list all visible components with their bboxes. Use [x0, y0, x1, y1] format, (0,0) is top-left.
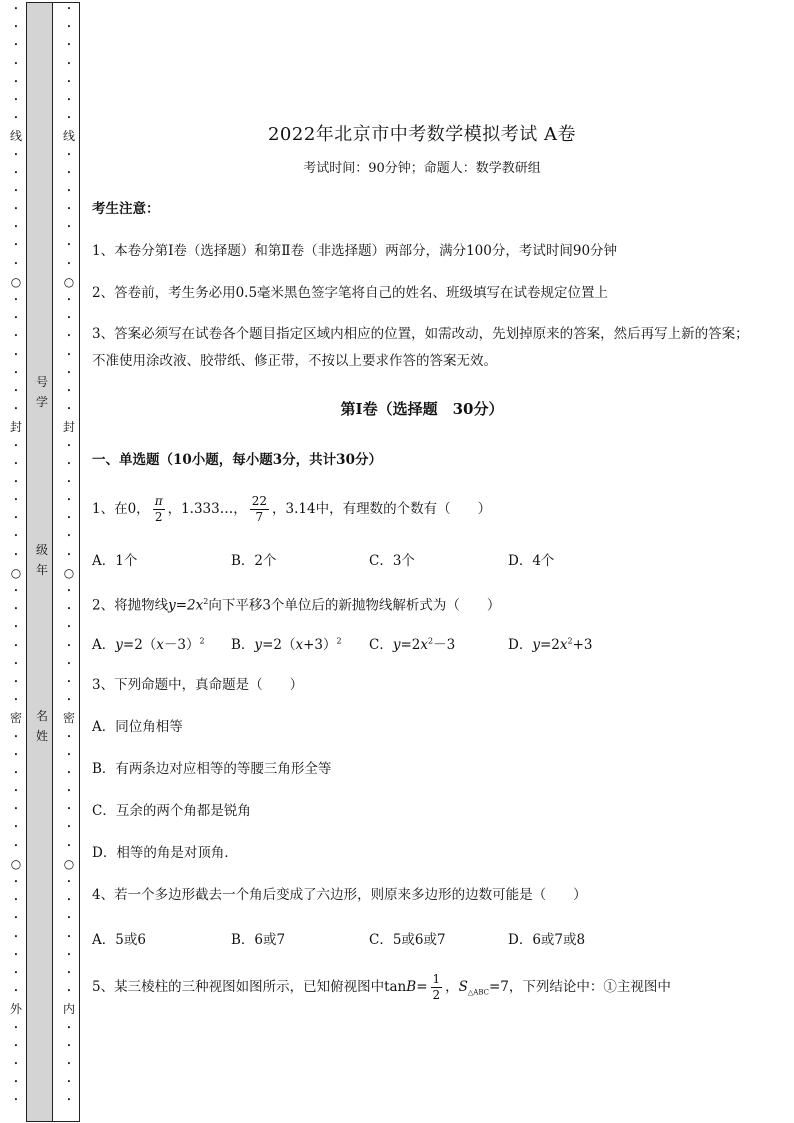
binding-dot: • [66, 1041, 72, 1050]
binding-dot: • [13, 805, 19, 814]
binding-dot: • [66, 332, 72, 341]
binding-dot: • [66, 750, 72, 759]
binding-dot: • [13, 732, 19, 741]
q4-option-d[interactable]: D．6或7或8 [508, 932, 586, 948]
q2-b-end: +3） [303, 637, 337, 653]
binding-label: ○ [63, 565, 75, 580]
field-label-student-id [31, 372, 53, 412]
binding-dot: • [66, 1078, 72, 1087]
binding-dot: • [13, 623, 19, 632]
binding-dot: • [66, 968, 72, 977]
binding-dot: • [66, 405, 72, 414]
question-2 [92, 588, 752, 620]
q4-options [92, 928, 752, 950]
exam-title: 2022年北京市中考数学模拟考试 A卷 [267, 124, 577, 145]
binding-dot: • [13, 605, 19, 614]
binding-dot: • [66, 587, 72, 595]
q1-pi-den: 2 [154, 510, 163, 524]
section-title: 第I卷（选择题 30分） [340, 400, 504, 418]
binding-dot: • [13, 150, 19, 159]
binding-dot: • [66, 5, 72, 13]
q5-s-sub: △ABC [467, 988, 489, 997]
q2-a-mid: =2（ [122, 637, 157, 653]
q5-suffix: ，下列结论中：①主视图中 [508, 979, 671, 995]
q1-option-d[interactable]: D．4个 [508, 553, 555, 569]
binding-dot: • [13, 914, 19, 923]
q2-b-y: y [254, 637, 263, 653]
q1-prefix: 1、在0， [92, 501, 150, 517]
binding-dot: • [66, 896, 72, 905]
binding-dot: • [13, 677, 19, 686]
binding-label: 密 [62, 711, 75, 726]
binding-dot: • [13, 532, 19, 541]
q2-b-x: x [295, 637, 304, 653]
binding-dot: • [13, 114, 19, 123]
binding-dot: • [13, 1023, 19, 1032]
binding-dot: • [13, 1078, 19, 1087]
notes-heading: 考生注意： [92, 201, 160, 217]
q2-b-exp: 2 [336, 636, 342, 646]
binding-dot: • [13, 496, 19, 505]
binding-dot: • [13, 787, 19, 796]
q5-fraction [431, 972, 443, 1003]
q2-option-d[interactable] [508, 633, 593, 653]
binding-label: ○ [10, 565, 22, 580]
binding-dot: • [13, 968, 19, 977]
binding-dot: • [66, 987, 72, 996]
q2-c-mid: =2 [400, 637, 421, 653]
binding-dot: • [66, 823, 72, 832]
inner-dot-column [62, 0, 76, 1123]
binding-dot: • [13, 550, 19, 559]
binding-dot: • [13, 514, 19, 523]
q2-c-label: C． [369, 637, 393, 653]
q2-options [92, 633, 752, 655]
binding-dot: • [66, 296, 72, 304]
q2-d-mid: =2 [539, 637, 560, 653]
binding-dot: • [13, 241, 19, 250]
q1-frac-num: 22 [251, 494, 268, 508]
q2-a-y: y [115, 637, 123, 653]
q2-c-end: －3 [433, 637, 456, 653]
binding-label: ○ [63, 856, 75, 871]
question-3: 3、下列命题中，真命题是（ ） [92, 677, 304, 693]
binding-dot: • [66, 477, 72, 486]
binding-dot: • [66, 114, 72, 123]
binding-dot: • [66, 1059, 72, 1068]
binding-label: 封 [62, 420, 75, 435]
binding-dot: • [13, 259, 19, 268]
binding-dot: • [66, 223, 72, 232]
binding-dot: • [13, 950, 19, 959]
q3-option-b[interactable]: B．有两条边对应相等的等腰三角形全等 [92, 761, 332, 777]
binding-dot: • [13, 768, 19, 777]
q2-a-exp: 2 [199, 636, 205, 646]
binding-dot: • [13, 77, 19, 86]
binding-dot: • [13, 441, 19, 450]
binding-dot: • [66, 605, 72, 614]
binding-dot: • [66, 696, 72, 705]
q2-option-c[interactable] [369, 633, 455, 653]
binding-label: 内 [62, 1002, 75, 1017]
q5-b: B [406, 979, 417, 995]
binding-dot: • [66, 350, 72, 359]
binding-dot: • [66, 150, 72, 159]
binding-dot: • [13, 878, 19, 886]
binding-dot: • [13, 5, 19, 13]
q2-d-y: y [532, 637, 540, 653]
q5-comma: ， [445, 979, 459, 995]
q1-fraction [250, 494, 269, 525]
binding-dot: • [13, 205, 19, 214]
binding-dot: • [13, 1041, 19, 1050]
binding-dot: • [66, 932, 72, 941]
q2-b-mid: =2（ [262, 637, 296, 653]
q1-pi-fraction [153, 494, 165, 525]
binding-dot: • [13, 659, 19, 668]
field-label-text: 名姓 [35, 709, 48, 743]
binding-dot: • [66, 95, 72, 104]
binding-dot: • [13, 350, 19, 359]
q1-options [92, 549, 752, 571]
binding-dot: • [66, 514, 72, 523]
binding-dot: • [13, 896, 19, 905]
q2-exponent: 2 [203, 597, 209, 606]
q2-a-end: －3） [163, 637, 200, 653]
q2-prefix: 2、将抛物线 [92, 597, 169, 614]
binding-dot: • [66, 459, 72, 468]
binding-label: 封 [9, 420, 22, 435]
binding-dot: • [66, 59, 72, 68]
q2-suffix: 向下平移3个单位后的新抛物线解析式为（ ） [208, 597, 501, 614]
question-5 [92, 970, 752, 1010]
field-label-text: 号学 [35, 375, 48, 409]
binding-dot: • [66, 386, 72, 395]
binding-dot: • [13, 987, 19, 996]
binding-dot: • [66, 186, 72, 195]
binding-dot: • [13, 95, 19, 104]
binding-dot: • [66, 878, 72, 886]
binding-dot: • [13, 186, 19, 195]
q3-option-c[interactable]: C．互余的两个角都是锐角 [92, 803, 251, 819]
binding-dot: • [66, 259, 72, 268]
q2-b-label: B． [231, 637, 255, 653]
binding-dot: • [13, 696, 19, 705]
binding-dot: • [13, 332, 19, 341]
q3-option-d[interactable]: D．相等的角是对顶角． [92, 845, 238, 861]
binding-dot: • [13, 223, 19, 232]
outer-dot-column [9, 0, 23, 1123]
q1-frac-den: 7 [255, 510, 264, 524]
binding-dot: • [13, 59, 19, 68]
q2-a-label: A． [92, 637, 116, 653]
q3-option-a[interactable]: A．同位角相等 [92, 719, 183, 735]
binding-dot: • [13, 932, 19, 941]
binding-dot: • [13, 587, 19, 595]
binding-dot: • [66, 677, 72, 686]
q1-option-c[interactable]: C．3个 [369, 553, 415, 569]
q1-suffix: ，3.14中，有理数的个数有（ ） [272, 501, 492, 517]
q2-a-x: x [156, 637, 164, 653]
binding-dot: • [13, 405, 19, 414]
binding-dot: • [66, 659, 72, 668]
binding-label: 线 [9, 129, 22, 144]
binding-dot: • [66, 77, 72, 86]
q2-d-label: D． [508, 637, 533, 653]
binding-dot: • [66, 623, 72, 632]
binding-dot: • [66, 1023, 72, 1032]
binding-dot: • [13, 314, 19, 323]
binding-dot: • [66, 550, 72, 559]
q1-mid: ，1.333…， [167, 501, 247, 517]
note-item-1: 1、本卷分第I卷（选择题）和第Ⅱ卷（非选择题）两部分，满分100分，考试时间90分钟 [92, 243, 618, 259]
binding-dot: • [66, 368, 72, 377]
binding-dot: • [66, 496, 72, 505]
binding-dot: • [13, 841, 19, 850]
q2-c-x: x [420, 637, 429, 653]
binding-dot: • [66, 1096, 72, 1105]
q2-d-x: x [559, 637, 568, 653]
binding-dot: • [66, 641, 72, 650]
field-label-text: 级年 [35, 543, 48, 577]
q5-s: S [458, 979, 468, 995]
binding-dot: • [66, 205, 72, 214]
binding-label: 外 [9, 1002, 22, 1017]
binding-dot: • [66, 314, 72, 323]
question-1 [92, 494, 752, 525]
binding-dot: • [13, 641, 19, 650]
binding-dot: • [66, 950, 72, 959]
binding-dot: • [13, 750, 19, 759]
field-label-grade [31, 540, 53, 580]
binding-dot: • [66, 787, 72, 796]
binding-dot: • [13, 23, 19, 32]
q5-prefix: 5、某三棱柱的三种视图如图所示，已知俯视图中tan [92, 979, 407, 995]
binding-dot: • [66, 768, 72, 777]
binding-dot: • [66, 732, 72, 741]
binding-dot: • [66, 41, 72, 50]
binding-label: ○ [10, 856, 22, 871]
q1-option-b[interactable]: B．2个 [231, 553, 277, 569]
binding-dot: • [13, 1096, 19, 1105]
q2-c-y: y [392, 637, 401, 653]
binding-dot: • [66, 805, 72, 814]
binding-dot: • [13, 477, 19, 486]
binding-dot: • [66, 914, 72, 923]
field-label-name [31, 706, 53, 746]
binding-dot: • [66, 23, 72, 32]
note-item-2: 2、答卷前，考生务必用0.5毫米黑色签字笔将自己的姓名、班级填写在试卷规定位置上 [92, 285, 609, 301]
q5-s-eq: =7 [488, 979, 509, 995]
binding-dot: • [13, 1059, 19, 1068]
q2-expression: y=2x [168, 597, 204, 614]
binding-label: ○ [10, 274, 22, 289]
binding-label: 线 [62, 129, 75, 144]
binding-dot: • [13, 41, 19, 50]
q5-frac-num: 1 [432, 972, 441, 986]
binding-dot: • [13, 296, 19, 304]
binding-dot: • [13, 368, 19, 377]
q4-option-b[interactable]: B．6或7 [231, 932, 286, 948]
binding-dot: • [13, 386, 19, 395]
q5-frac-den: 2 [432, 988, 441, 1002]
binding-dot: • [13, 459, 19, 468]
binding-label: ○ [63, 274, 75, 289]
binding-label: 密 [9, 711, 22, 726]
binding-dot: • [66, 241, 72, 250]
q2-option-b[interactable] [231, 633, 342, 653]
q1-option-a[interactable]: A．1个 [92, 553, 138, 569]
q2-d-exp: 2 [567, 636, 573, 646]
binding-dot: • [13, 168, 19, 177]
q1-pi-num: π [154, 494, 163, 508]
q4-option-a[interactable]: A．5或6 [92, 932, 146, 948]
q2-option-a[interactable] [92, 633, 205, 653]
exam-subtitle: 考试时间：90分钟；命题人：数学教研组 [303, 161, 541, 176]
binding-dot: • [66, 441, 72, 450]
q2-d-end: +3 [572, 637, 593, 653]
question-4: 4、若一个多边形截去一个角后变成了六边形，则原来多边形的边数可能是（ ） [92, 887, 587, 903]
part-heading: 一、单选题（10小题，每小题3分，共计30分） [92, 452, 382, 468]
binding-dot: • [66, 168, 72, 177]
q2-c-exp: 2 [428, 636, 434, 646]
note-item-3: 3、答案必须写在试卷各个题目指定区域内相应的位置，如需改动，先划掉原来的答案，然后再写上新的答案；不准使用涂改液、胶带纸、修正带，不按以上要求作答的答案无效。 [92, 326, 749, 369]
binding-dot: • [13, 823, 19, 832]
q5-eq: = [416, 979, 428, 995]
binding-dot: • [66, 532, 72, 541]
binding-dot: • [66, 841, 72, 850]
q4-option-c[interactable]: C．5或6或7 [369, 932, 446, 948]
